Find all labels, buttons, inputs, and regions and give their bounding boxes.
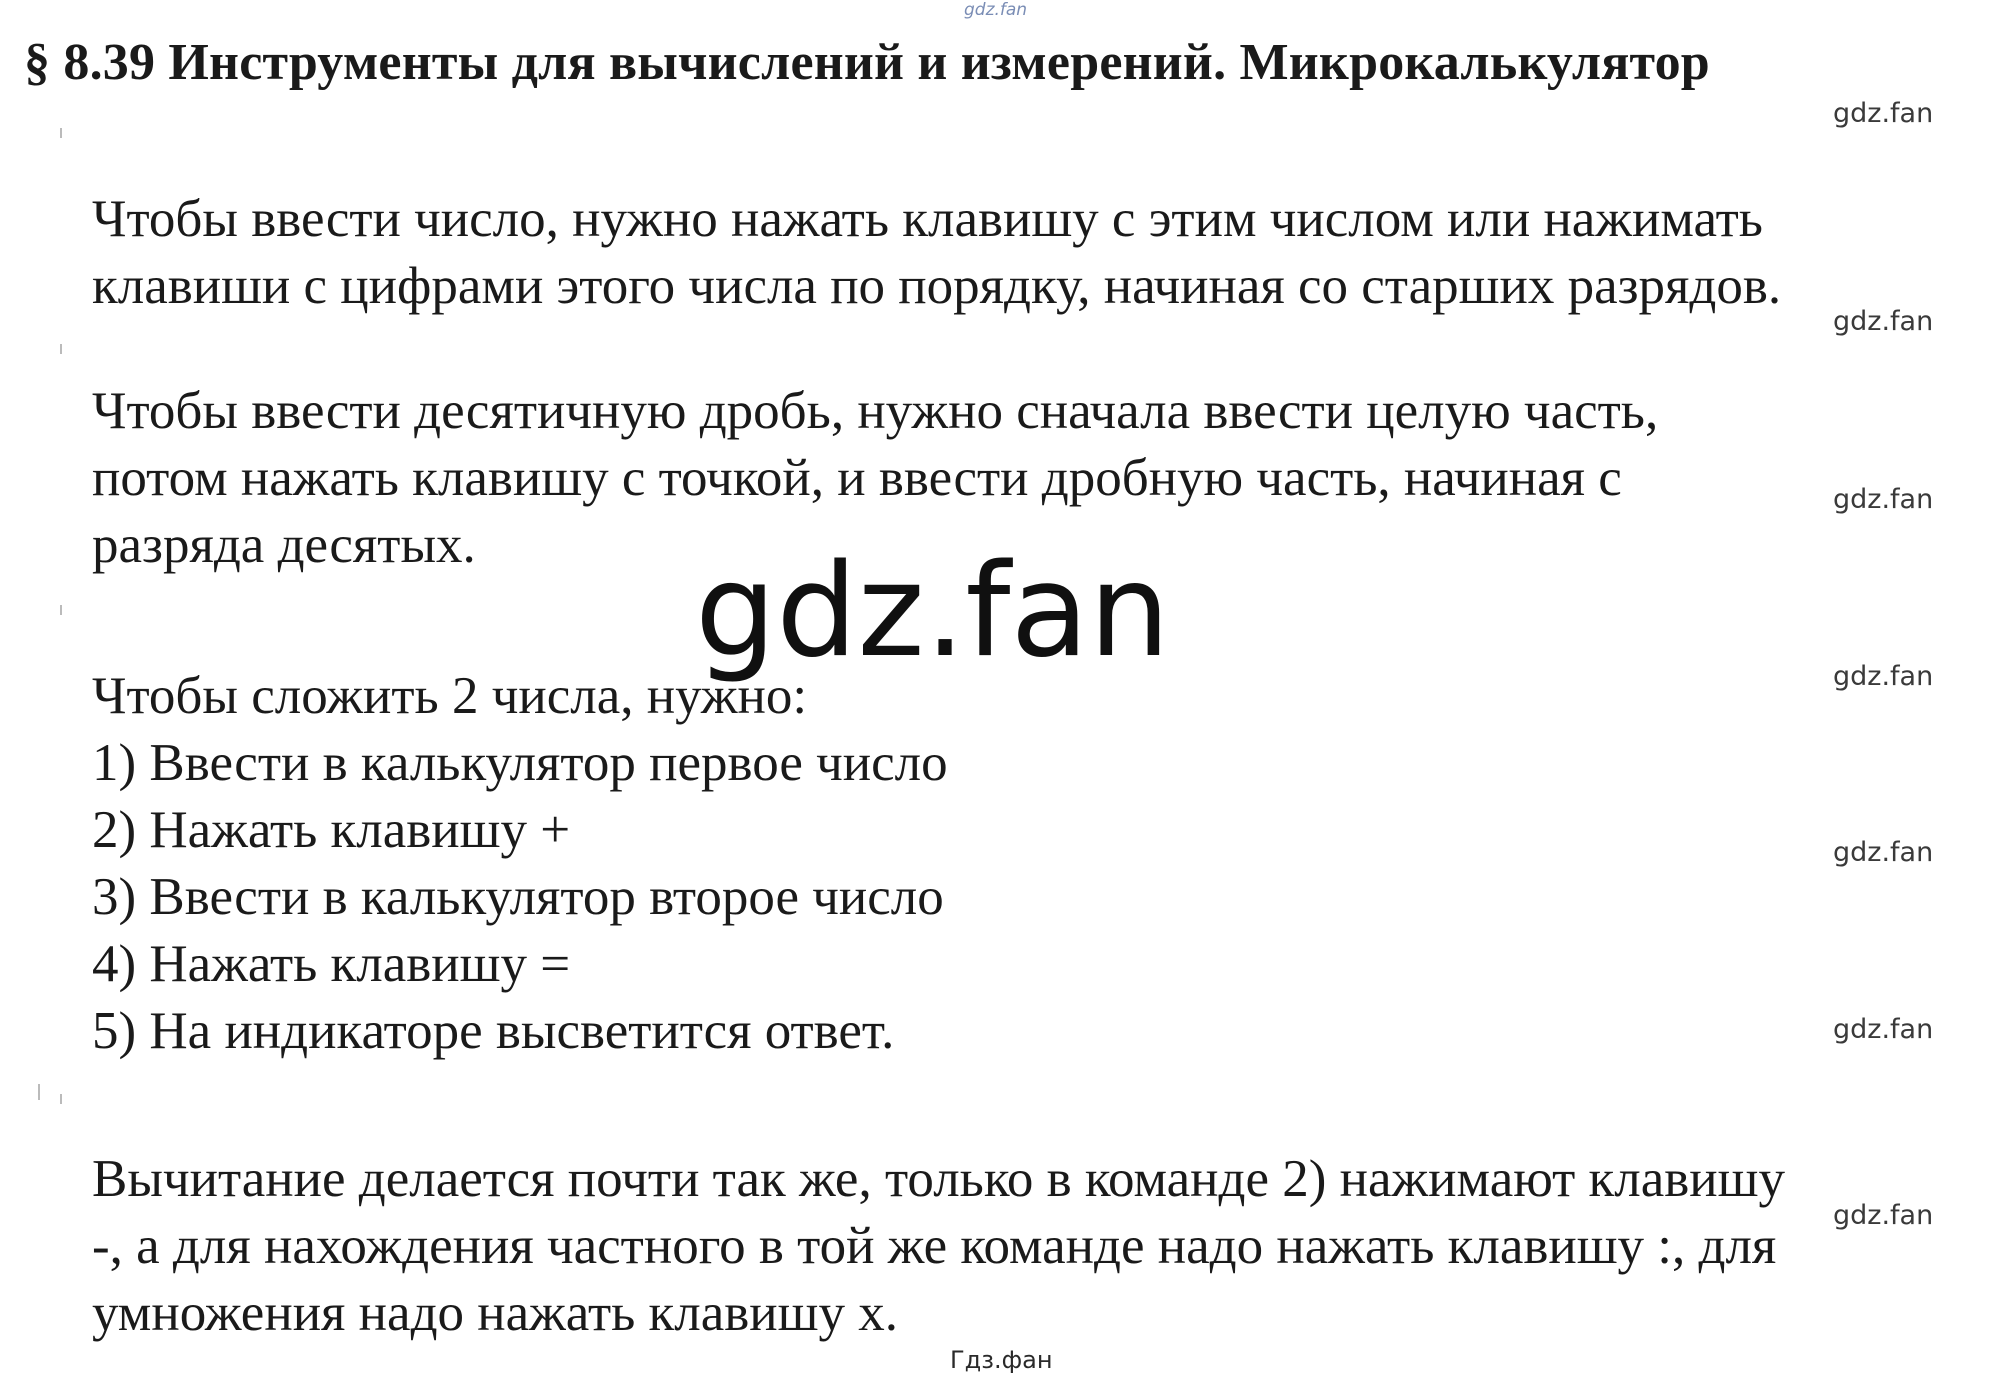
watermark-side: gdz.fan [1833,661,1934,692]
margin-tick [60,1094,62,1104]
text-line: Чтобы ввести число, нужно нажать клавишу с этим числом или нажимать [92,190,1763,248]
watermark-large: gdz.fan [695,537,1170,686]
list-item: 4) Нажать клавишу = [92,935,571,993]
list-item: 3) Ввести в калькулятор второе число [92,868,944,926]
watermark-side: gdz.fan [1833,1200,1934,1231]
text-line: Вычитание делается почти так же, только в команде 2) нажимают клавишу [92,1150,1785,1208]
watermark-side: gdz.fan [1833,1014,1934,1045]
margin-tick [38,1084,40,1100]
list-item: 2) Нажать клавишу + [92,801,571,859]
steps-intro: Чтобы сложить 2 числа, нужно: [92,667,808,725]
text-line: Чтобы ввести десятичную дробь, нужно сначала ввести целую часть, [92,382,1659,440]
text-line: разряда десятых. [92,516,476,574]
watermark-top: gdz.fan [964,0,1028,20]
margin-tick [60,128,62,138]
paragraph-number-input [92,186,1781,320]
list-item: 1) Ввести в калькулятор первое число [92,734,948,792]
text-line: умножения надо нажать клавишу х. [92,1284,898,1342]
margin-tick [60,344,62,354]
paragraph-addition-steps [92,663,948,1065]
text-line: потом нажать клавишу с точкой, и ввести дробную часть, начиная с [92,449,1622,507]
text-line: -, а для нахождения частного в той же команде надо нажать клавишу :, для [92,1217,1777,1275]
list-item: 5) На индикаторе высветится ответ. [92,1002,895,1060]
margin-tick [60,605,62,615]
text-line: клавиши с цифрами этого числа по порядку, начиная со старших разрядов. [92,257,1782,315]
watermark-bottom: Гдз.фан [950,1346,1053,1374]
watermark-side: gdz.fan [1833,484,1934,515]
paragraph-other-operations [92,1146,1785,1347]
page-title: § 8.39 Инструменты для вычислений и измерений. Микрокалькулятор [24,34,1710,91]
watermark-side: gdz.fan [1833,98,1934,129]
watermark-side: gdz.fan [1833,837,1934,868]
watermark-side: gdz.fan [1833,306,1934,337]
